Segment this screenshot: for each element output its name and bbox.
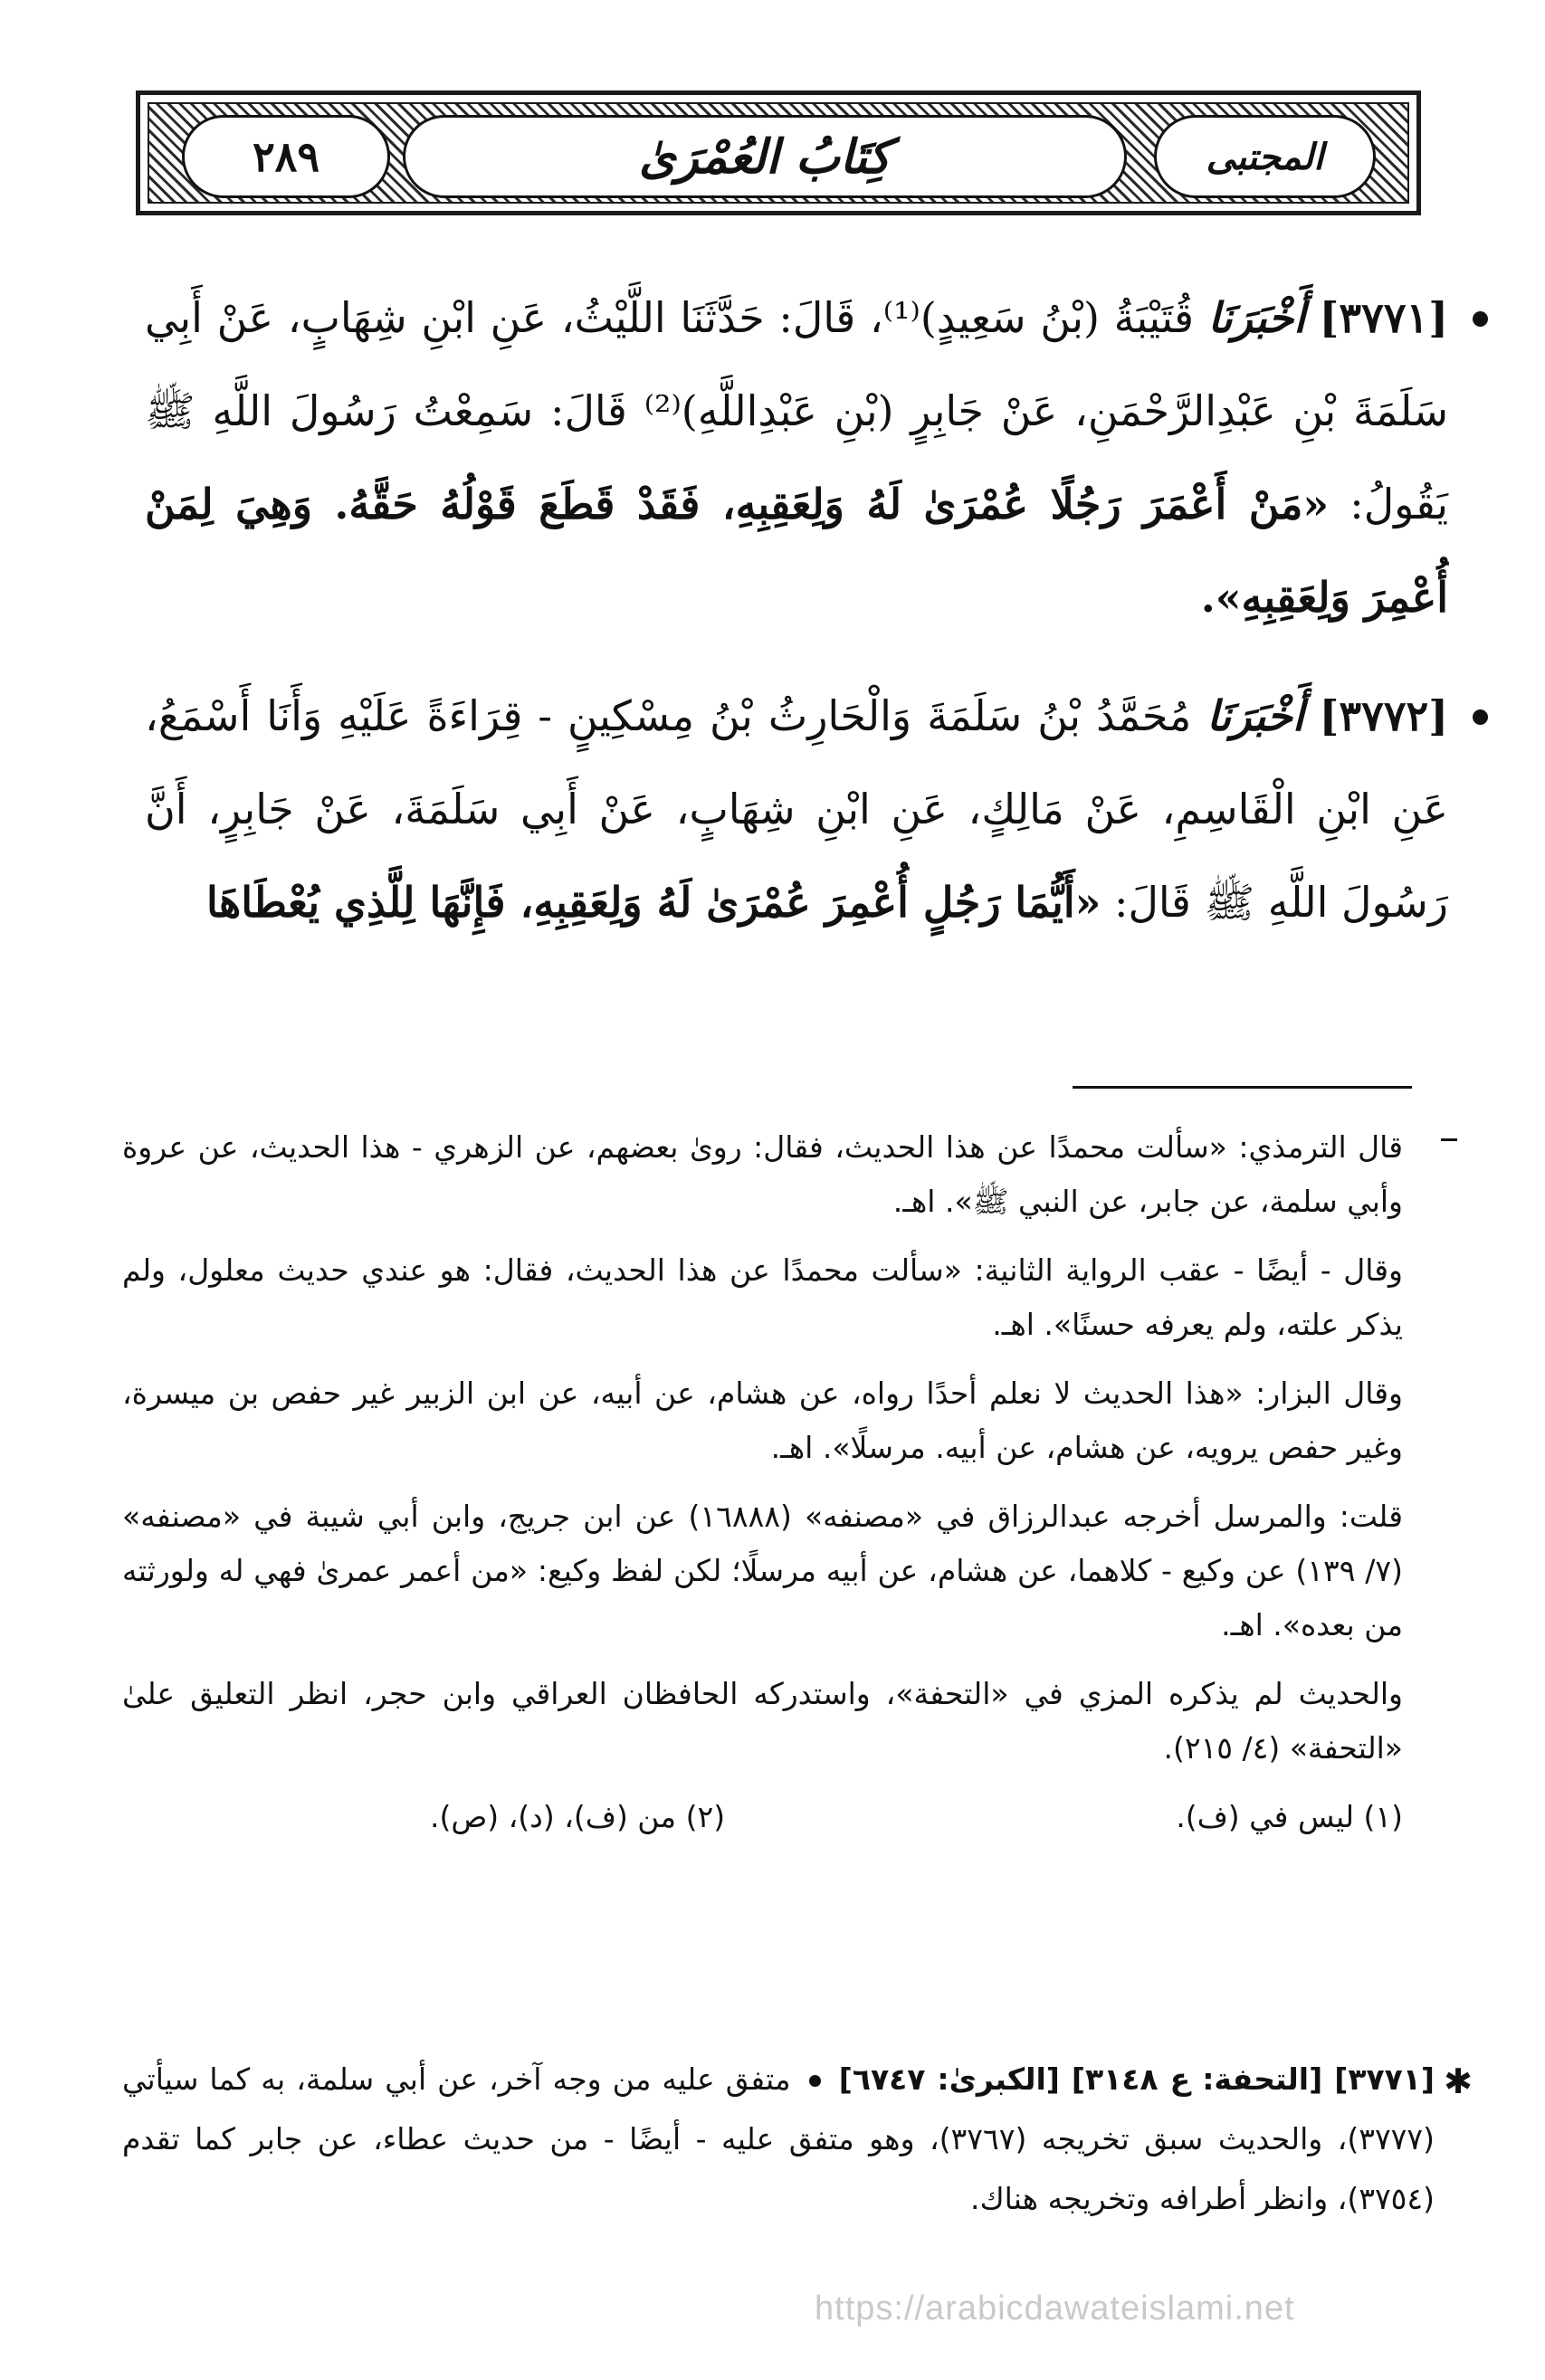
footnote-1: (١) ليس في (ف). — [1176, 1799, 1403, 1834]
hadith-matn: «مَنْ أَعْمَرَ رَجُلًا عُمْرَىٰ لَهُ وَلِعَقِبِهِ، فَقَدْ قَطَعَ قَوْلُهُ حَقَّهُ. وَهِيَ لِمَنْ أُعْمِرَ وَلِعَقِبِهِ». — [145, 480, 1448, 622]
asterisk-icon: ✱ — [1444, 2061, 1473, 2101]
note-paragraph: والحديث لم يذكره المزي في «التحفة»، واستدركه الحافظان العراقي وابن حجر، انظر التعليق علىٰ «التحفة» (٤/ ٢١٥). — [122, 1676, 1403, 1766]
commentary-notes — [122, 1120, 1403, 1844]
footnotes-row — [122, 1790, 1403, 1844]
book-title: كِتَابُ العُمْرَىٰ — [638, 129, 892, 185]
page-number-cartouche — [182, 115, 390, 198]
akhbarana-word: أَخْبَرَنَا — [1206, 691, 1304, 740]
note-paragraph: قال الترمذي: «سألت محمدًا عن هذا الحديث، فقال: روىٰ بعضهم، عن الزهري - هذا الحديث، عن عروة وأبي سلمة، عن جابر، عن النبي ﷺ». اهـ. — [122, 1129, 1403, 1219]
hadith-matn: «أَيُّمَا رَجُلٍ أُعْمِرَ عُمْرَىٰ لَهُ وَلِعَقِبِهِ، فَإِنَّهَا لِلَّذِي يُعْطَاهَا — [206, 878, 1102, 927]
note-paragraph: وقال البزار: «هذا الحديث لا نعلم أحدًا رواه، عن هشام، عن أبيه، عن ابن الزبير غير حفص بن ميسرة، وغير حفص يرويه، عن هشام، عن أبيه. مرسلًا». اهـ. — [122, 1376, 1403, 1465]
hadith-body — [145, 271, 1448, 975]
akhbarana-word: أَخْبَرَنَا — [1207, 293, 1305, 342]
hadith-isnad: قُتَيْبَةُ (بْنُ سَعِيدٍ)⁽¹⁾، قَالَ: حَدَّثَنَا اللَّيْثُ، عَنِ ابْنِ شِهَابٍ، عَنْ أَبِي سَلَمَةَ بْنِ عَبْدِالرَّحْمَنِ، عَنْ جَابِرٍ (بْنِ عَبْدِاللَّهِ)⁽²⁾ قَالَ: سَمِعْتُ رَسُولَ اللَّهِ ﷺ يَقُولُ: — [145, 293, 1449, 528]
note-paragraph: قلت: والمرسل أخرجه عبدالرزاق في «مصنفه» (١٦٨٨٨) عن ابن جريج، وابن أبي شيبة في «مصنفه» (٧/ ١٣٩) عن وكيع - كلاهما، عن هشام، عن أبيه مرسلًا؛ لكن لفظ وكيع: «من أعمر عمرىٰ فهي له ولورثته من بعده». اهـ. — [122, 1499, 1404, 1642]
takhrij-section — [122, 2050, 1473, 2229]
hadith-3771 — [145, 271, 1448, 644]
hadith-number: [٣٧٧٢] — [1319, 691, 1449, 740]
takhrij-text — [122, 2050, 1435, 2229]
hadith-3772 — [145, 670, 1448, 949]
header-ornament-band — [148, 102, 1409, 204]
page-header — [136, 90, 1421, 215]
series-logo-cartouche — [1154, 115, 1376, 198]
continuation-mark — [1441, 1138, 1457, 1141]
takhrij-reference: [٣٧٧١] [التحفة: ع ٣١٤٨] [الكبرىٰ: ٦٧٤٧] — [838, 2061, 1435, 2097]
hadith-number: [٣٧٧١] — [1319, 293, 1449, 342]
takhrij-line: متفق عليه من وجه آخر، عن أبي سلمة، به كما سيأتي (٣٧٧٧)، والحديث سبق تخريجه (٣٧٦٧)، وهو متفق عليه - أيضًا - من حديث عطاء، عن جابر كما تقدم (٣٧٥٤)، وانظر أطرافه وتخريجه هناك. — [122, 2061, 1435, 2216]
footnote-2: (٢) من (ف)، (د)، (ص). — [430, 1799, 726, 1834]
bullet-icon — [1473, 311, 1488, 327]
bullet-icon — [809, 2075, 821, 2087]
page-number: ٢٨٩ — [252, 132, 320, 181]
footnote-divider — [1073, 1086, 1412, 1089]
bullet-icon — [1473, 709, 1488, 725]
title-cartouche — [403, 115, 1127, 198]
watermark: https://arabicdawateislami.net — [815, 2290, 1295, 2328]
hadith-isnad: مُحَمَّدُ بْنُ سَلَمَةَ وَالْحَارِثُ بْنُ مِسْكِينٍ - قِرَاءَةً عَلَيْهِ وَأَنَا أَسْمَعُ، عَنِ ابْنِ الْقَاسِمِ، عَنْ مَالِكٍ، عَنِ ابْنِ شِهَابٍ، عَنْ أَبِي سَلَمَةَ، عَنْ جَابِرٍ، أَنَّ رَسُولَ اللَّهِ ﷺ قَالَ: — [145, 691, 1448, 927]
series-logo: المجتبى — [1206, 135, 1324, 178]
note-paragraph: وقال - أيضًا - عقب الرواية الثانية: «سألت محمدًا عن هذا الحديث، فقال: هو عندي حديث معلول، ولم يذكر علته، ولم يعرفه حسنًا». اهـ. — [122, 1252, 1403, 1342]
